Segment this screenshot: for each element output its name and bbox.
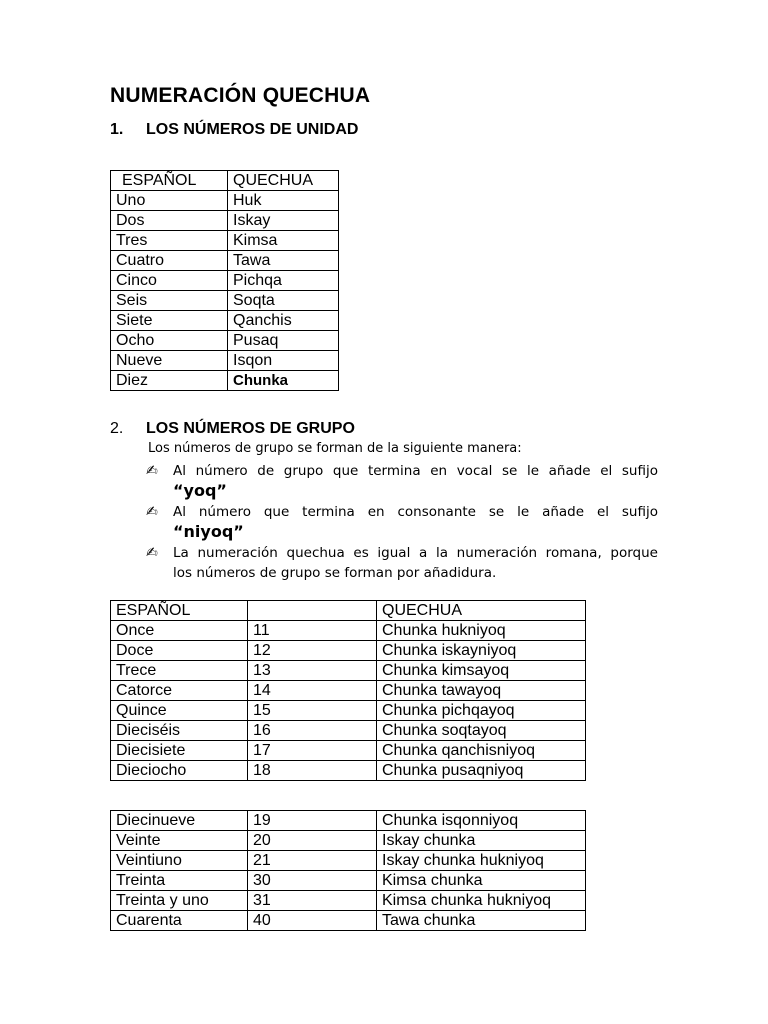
cell-quechua: Iskay chunka hukniyoq (377, 851, 586, 871)
cell-quechua: Kimsa (228, 231, 339, 251)
table-row (111, 911, 586, 931)
cell-quechua: Chunka kimsayoq (377, 661, 586, 681)
table-row (111, 331, 339, 351)
cell-quechua: Chunka pusaqniyoq (377, 761, 586, 781)
section-2-number: 2. (110, 420, 124, 437)
group-numbers-table (110, 600, 586, 781)
bullet-text: Al número de grupo que termina en vocal se le añade el sufijo (173, 463, 658, 479)
cell-quechua: Chunka soqtayoq (377, 721, 586, 741)
bullet-suffix: “niyoq” (173, 522, 244, 541)
bullet-text: La numeración quechua es igual a la numeración romana, porque (173, 545, 658, 561)
table-row (111, 191, 339, 211)
table-row (111, 661, 586, 681)
writing-hand-icon: ✍ (146, 504, 158, 520)
cell-number: 12 (248, 641, 377, 661)
table-row (111, 701, 586, 721)
unit-numbers-table (110, 170, 339, 391)
cell-number: 19 (248, 811, 377, 831)
cell-number: 40 (248, 911, 377, 931)
cell-number: 11 (248, 621, 377, 641)
table-row (111, 831, 586, 851)
cell-quechua: Iskay chunka (377, 831, 586, 851)
cell-quechua: Soqta (228, 291, 339, 311)
cell-quechua: Chunka (228, 371, 339, 391)
cell-number: 30 (248, 871, 377, 891)
table-header-row (111, 601, 586, 621)
cell-espanol: Veinte (111, 831, 248, 851)
table-row (111, 811, 586, 831)
cell-espanol: Trece (111, 661, 248, 681)
table-row (111, 891, 586, 911)
cell-quechua: Huk (228, 191, 339, 211)
cell-espanol: Doce (111, 641, 248, 661)
cell-espanol: Treinta (111, 871, 248, 891)
cell-espanol: Cinco (111, 271, 228, 291)
cell-espanol: Diecinueve (111, 811, 248, 831)
cell-espanol: Tres (111, 231, 228, 251)
table-row (111, 871, 586, 891)
list-item (146, 461, 658, 501)
bullet-text: Al número que termina en consonante se le añade el sufijo (173, 504, 658, 520)
cell-espanol: Cuarenta (111, 911, 248, 931)
cell-quechua: Chunka pichqayoq (377, 701, 586, 721)
cell-espanol: Dieciocho (111, 761, 248, 781)
list-item (146, 502, 658, 542)
cell-quechua: Isqon (228, 351, 339, 371)
cell-espanol: Nueve (111, 351, 228, 371)
writing-hand-icon: ✍ (146, 463, 158, 479)
rules-list (146, 461, 658, 584)
table-row (111, 231, 339, 251)
cell-quechua: Tawa chunka (377, 911, 586, 931)
cell-number: 13 (248, 661, 377, 681)
table-row (111, 211, 339, 231)
header-espanol: ESPAÑOL (111, 171, 228, 191)
cell-espanol: Diez (111, 371, 228, 391)
cell-quechua: Pichqa (228, 271, 339, 291)
cell-espanol: Veintiuno (111, 851, 248, 871)
cell-espanol: Dieciséis (111, 721, 248, 741)
cell-espanol: Dos (111, 211, 228, 231)
cell-espanol: Once (111, 621, 248, 641)
table-row (111, 681, 586, 701)
bullet-text-continued: los números de grupo se forman por añadidura. (173, 565, 497, 581)
bullet-suffix: “yoq” (173, 481, 227, 500)
cell-number: 31 (248, 891, 377, 911)
cell-quechua: Iskay (228, 211, 339, 231)
table-row (111, 311, 339, 331)
cell-espanol: Treinta y uno (111, 891, 248, 911)
cell-espanol: Ocho (111, 331, 228, 351)
header-number (248, 601, 377, 621)
table-header-row (111, 171, 339, 191)
cell-quechua: Chunka hukniyoq (377, 621, 586, 641)
header-quechua: QUECHUA (377, 601, 586, 621)
section-1-number: 1. (110, 121, 124, 138)
cell-espanol: Quince (111, 701, 248, 721)
table-row (111, 851, 586, 871)
page-title: NUMERACIÓN QUECHUA (110, 84, 371, 107)
table-row (111, 721, 586, 741)
table-row (111, 371, 339, 391)
table-row (111, 251, 339, 271)
cell-espanol: Diecisiete (111, 741, 248, 761)
cell-number: 15 (248, 701, 377, 721)
cell-quechua: Chunka iskayniyoq (377, 641, 586, 661)
list-item (146, 543, 658, 583)
cell-quechua: Chunka isqonniyoq (377, 811, 586, 831)
table-row (111, 741, 586, 761)
cell-number: 17 (248, 741, 377, 761)
cell-quechua: Pusaq (228, 331, 339, 351)
cell-number: 21 (248, 851, 377, 871)
cell-quechua: Qanchis (228, 311, 339, 331)
section-2-title: LOS NÚMEROS DE GRUPO (146, 420, 355, 437)
cell-espanol: Siete (111, 311, 228, 331)
table-row (111, 761, 586, 781)
cell-espanol: Uno (111, 191, 228, 211)
section-1-title: LOS NÚMEROS DE UNIDAD (146, 121, 359, 138)
table-row (111, 291, 339, 311)
section-1-heading (110, 121, 358, 139)
cell-number: 20 (248, 831, 377, 851)
cell-espanol: Seis (111, 291, 228, 311)
header-quechua: QUECHUA (228, 171, 339, 191)
cell-quechua: Chunka qanchisniyoq (377, 741, 586, 761)
cell-espanol: Cuatro (111, 251, 228, 271)
section-2-intro: Los números de grupo se forman de la siguiente manera: (148, 441, 522, 456)
table-row (111, 271, 339, 291)
cell-number: 18 (248, 761, 377, 781)
cell-quechua: Chunka tawayoq (377, 681, 586, 701)
table-row (111, 351, 339, 371)
cell-number: 14 (248, 681, 377, 701)
cell-quechua: Kimsa chunka (377, 871, 586, 891)
section-2-heading (110, 420, 355, 438)
cell-number: 16 (248, 721, 377, 741)
header-espanol: ESPAÑOL (111, 601, 248, 621)
table-row (111, 621, 586, 641)
table-row (111, 641, 586, 661)
writing-hand-icon: ✍ (146, 545, 158, 561)
cell-quechua: Kimsa chunka hukniyoq (377, 891, 586, 911)
cell-quechua: Tawa (228, 251, 339, 271)
higher-numbers-table (110, 810, 586, 931)
cell-espanol: Catorce (111, 681, 248, 701)
